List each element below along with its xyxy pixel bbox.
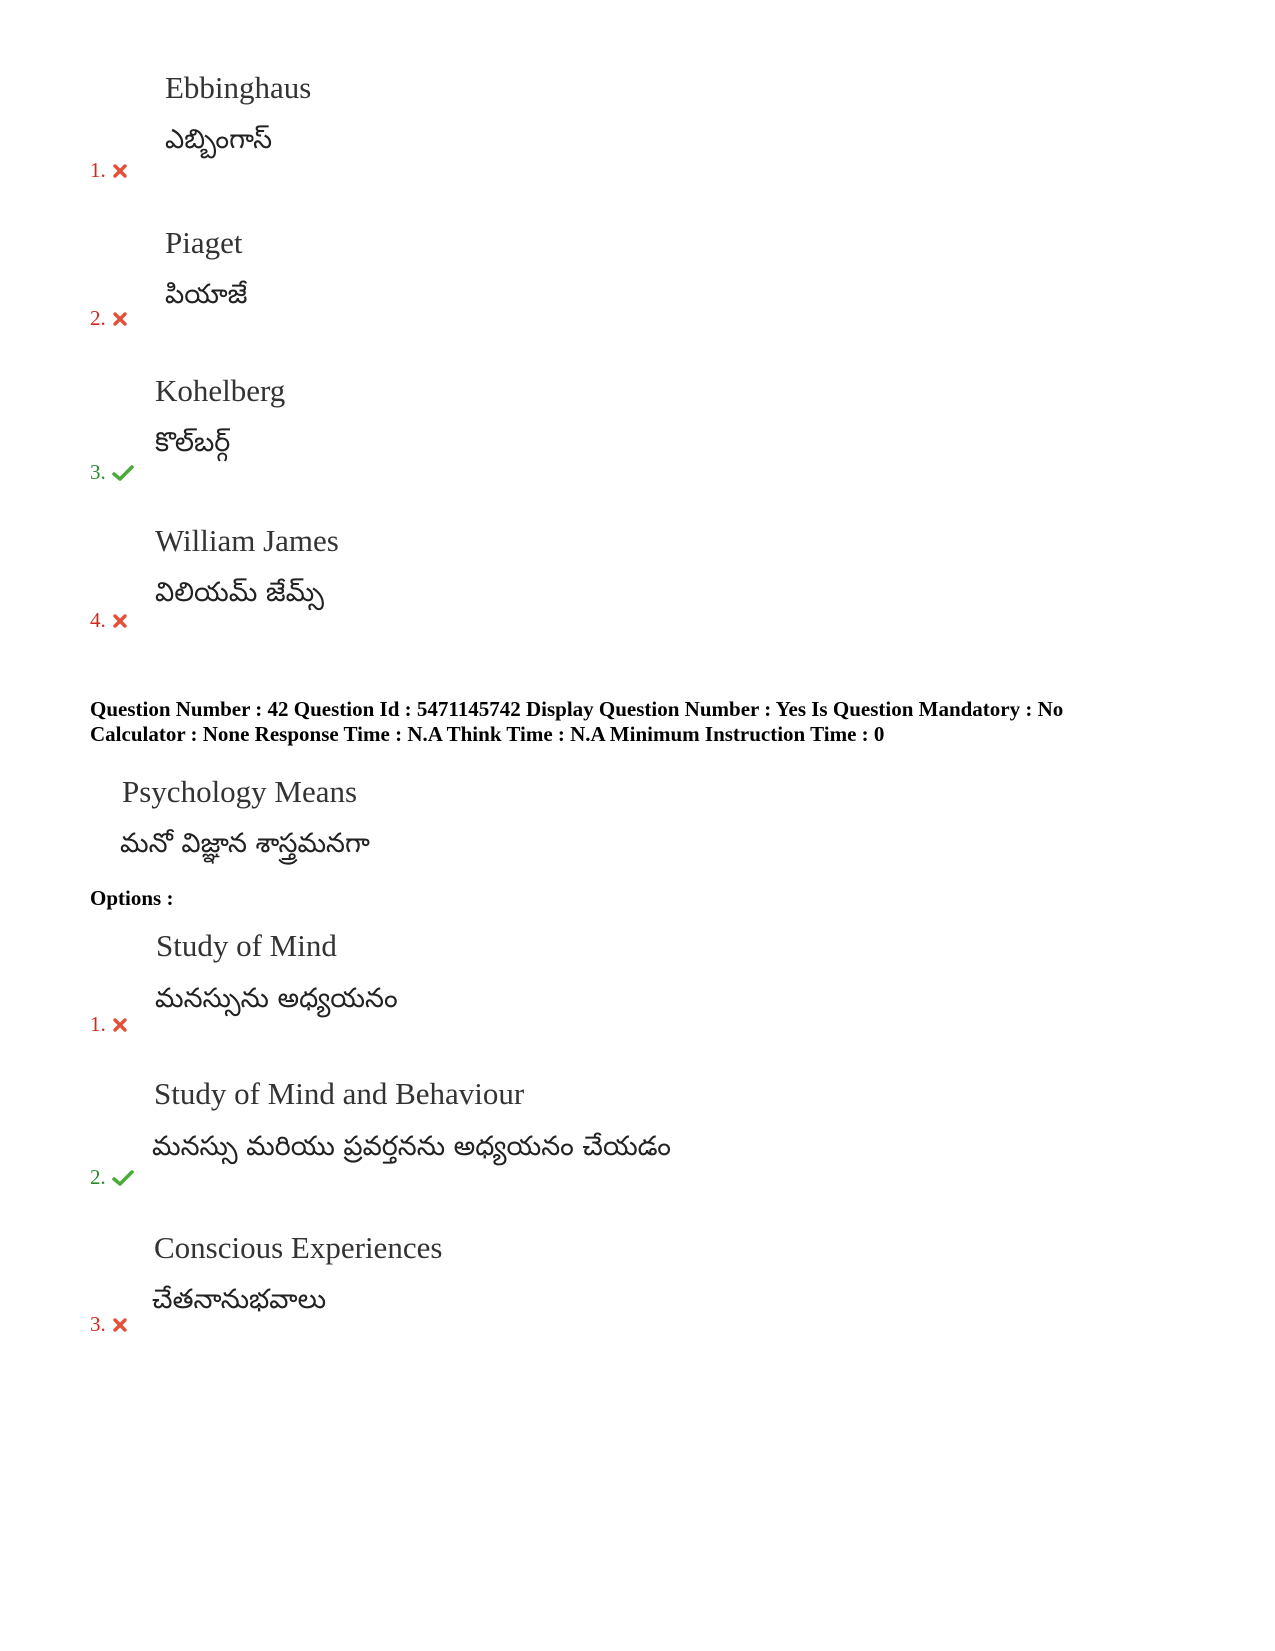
check-icon	[112, 1169, 134, 1187]
option-number-label: 1.	[90, 158, 106, 182]
option-number-3	[90, 1312, 128, 1337]
option-number-label: 3.	[90, 1312, 106, 1336]
option-english-text: Piaget	[165, 225, 243, 260]
question-meta	[90, 697, 1063, 747]
question-text-telugu: మనో విజ్ఞాన శాస్త్రమనగా	[120, 828, 370, 859]
option-telugu-text: విలియమ్ జేమ్స్	[155, 577, 324, 608]
question-text-english: Psychology Means	[122, 774, 358, 809]
question-meta-line-1: Question Number : 42 Question Id : 5471145742 Display Question Number : Yes Is Question Mandatory : No	[90, 697, 1064, 721]
option-english-text: Ebbinghaus	[165, 70, 312, 105]
option-number-4	[90, 608, 128, 633]
option-telugu-text: ఎబ్బింగాస్	[165, 124, 273, 155]
option-english-text: Conscious Experiences	[154, 1230, 443, 1265]
option-telugu-text: మనస్సు మరియు ప్రవర్తనను అధ్యయనం చేయడం	[152, 1131, 671, 1162]
cross-icon	[112, 163, 128, 179]
cross-icon	[112, 311, 128, 327]
cross-icon	[112, 613, 128, 629]
option-number-1	[90, 1012, 128, 1037]
option-english-text: William James	[155, 523, 339, 558]
option-number-label: 2.	[90, 306, 106, 330]
option-english-text: Kohelberg	[155, 373, 286, 408]
option-number-2	[90, 1165, 134, 1190]
option-number-2	[90, 306, 128, 331]
option-telugu-text: మనస్సును అధ్యయనం	[155, 983, 398, 1014]
options-label: Options :	[90, 886, 174, 910]
cross-icon	[112, 1317, 128, 1333]
option-telugu-text: చేతనానుభవాలు	[152, 1284, 327, 1315]
option-telugu-text: కొల్‌బర్గ్	[155, 427, 231, 458]
question-meta-line-2: Calculator : None Response Time : N.A Think Time : N.A Minimum Instruction Time : 0	[90, 722, 885, 746]
option-number-label: 2.	[90, 1165, 106, 1189]
option-number-label: 3.	[90, 460, 106, 484]
option-number-label: 4.	[90, 608, 106, 632]
option-telugu-text: పియాజే	[165, 279, 248, 310]
option-number-1	[90, 158, 128, 183]
cross-icon	[112, 1017, 128, 1033]
option-english-text: Study of Mind and Behaviour	[154, 1076, 525, 1111]
option-english-text: Study of Mind	[156, 928, 337, 963]
option-number-3	[90, 460, 134, 485]
option-number-label: 1.	[90, 1012, 106, 1036]
check-icon	[112, 464, 134, 482]
